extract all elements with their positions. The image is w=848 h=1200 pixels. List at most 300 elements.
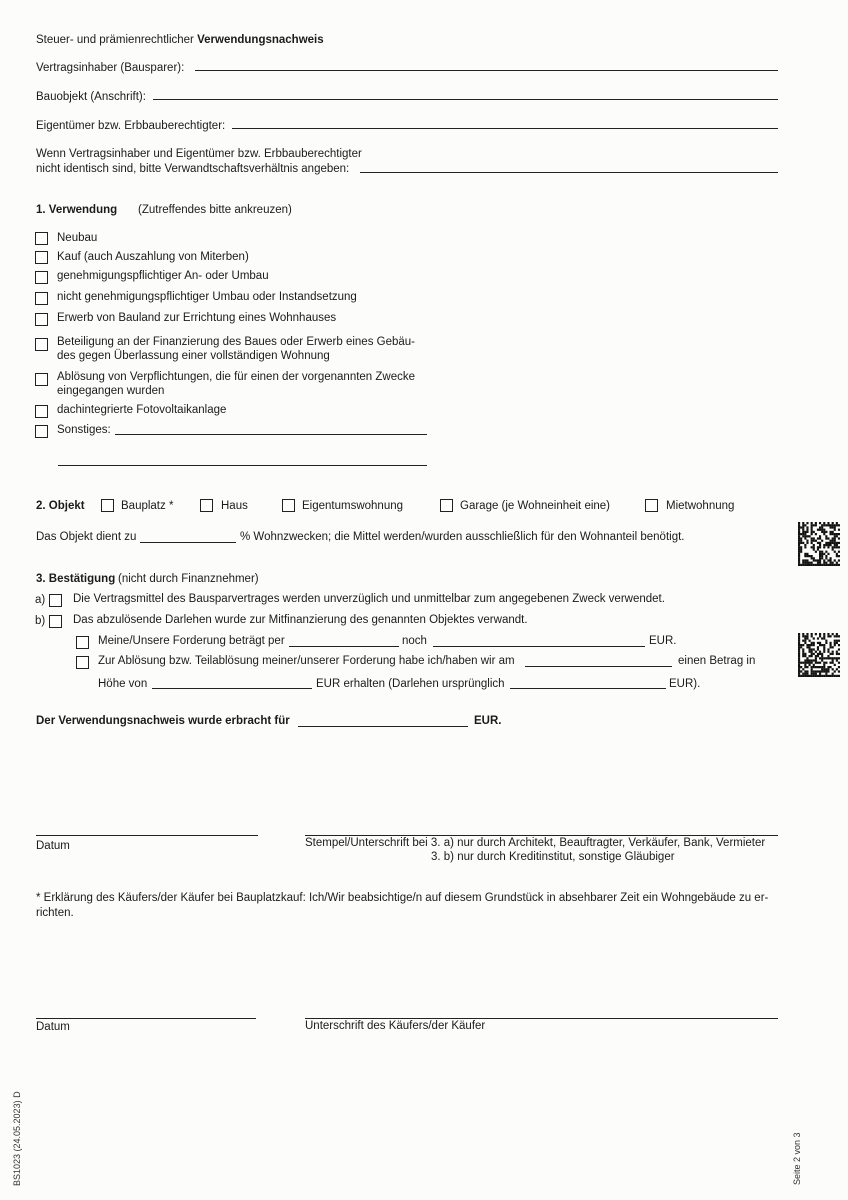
datamatrix-module (806, 522, 808, 524)
owner-field[interactable] (232, 115, 778, 129)
datamatrix-module (836, 642, 838, 644)
datamatrix-module (815, 670, 817, 672)
datamatrix-module (800, 548, 802, 550)
datamatrix-module (838, 524, 840, 526)
datamatrix-module (819, 553, 821, 555)
datamatrix-module (825, 668, 827, 670)
checkbox-eigentumswohnung[interactable] (282, 499, 295, 512)
datamatrix-module (809, 644, 811, 646)
datamatrix-module (817, 670, 819, 672)
datamatrix-module (800, 546, 802, 548)
holder-label: Vertragsinhaber (Bausparer): (36, 62, 185, 74)
datamatrix-module (811, 524, 813, 526)
checkbox-nicht-genehmigungspflichtiger-umbau[interactable] (35, 292, 48, 305)
datamatrix-module (819, 544, 821, 546)
datamatrix-module (836, 524, 838, 526)
datamatrix-module (815, 657, 817, 659)
datamatrix-module (832, 633, 834, 635)
claim-noch-label: noch (402, 635, 427, 647)
option-label-beteiligung-line1: Beteiligung an der Finanzierung des Baues oder Erwerb eines Gebäu- (57, 336, 415, 348)
datamatrix-module (836, 542, 838, 544)
datamatrix-module (798, 670, 800, 672)
datamatrix-module (798, 666, 800, 668)
datamatrix-module (830, 526, 832, 528)
datamatrix-module (811, 540, 813, 542)
datamatrix-module (838, 657, 840, 659)
datamatrix-module (798, 531, 800, 533)
datamatrix-module (827, 546, 829, 548)
datamatrix-module (800, 540, 802, 542)
datamatrix-module (813, 540, 815, 542)
datamatrix-module (802, 648, 804, 650)
datamatrix-module (819, 662, 821, 664)
datamatrix-module (834, 559, 836, 561)
datamatrix-module (813, 673, 815, 675)
checkbox-haus[interactable] (200, 499, 213, 512)
datamatrix-module (809, 555, 811, 557)
datamatrix-module (798, 668, 800, 670)
checkbox-genehmigungspflichtiger-umbau[interactable] (35, 271, 48, 284)
datamatrix-module (827, 553, 829, 555)
datamatrix-module (800, 564, 802, 566)
datamatrix-module (819, 651, 821, 653)
datamatrix-module (802, 662, 804, 664)
datamatrix-module (834, 546, 836, 548)
datamatrix-module (838, 648, 840, 650)
datamatrix-module (817, 646, 819, 648)
datamatrix-module (802, 526, 804, 528)
claim-currency: EUR. (649, 635, 677, 647)
datamatrix-module (821, 637, 823, 639)
datamatrix-module (825, 675, 827, 677)
datamatrix-module (804, 666, 806, 668)
datamatrix-module (804, 642, 806, 644)
datamatrix-module (809, 564, 811, 566)
datamatrix-module (813, 675, 815, 677)
datamatrix-module (821, 655, 823, 657)
proof-label: Der Verwendungsnachweis wurde erbracht für (36, 715, 290, 727)
datamatrix-module (821, 659, 823, 661)
stamp-signature-field[interactable] (305, 822, 778, 836)
datamatrix-module (811, 531, 813, 533)
datamatrix-module (832, 548, 834, 550)
datamatrix-module (825, 555, 827, 557)
datamatrix-module (817, 666, 819, 668)
checkbox-repayment[interactable] (76, 656, 89, 669)
datamatrix-module (832, 675, 834, 677)
datamatrix-module (798, 533, 800, 535)
object-label-eigentumswohnung: Eigentumswohnung (302, 500, 404, 512)
checkbox-erwerb-bauland[interactable] (35, 313, 48, 326)
datamatrix-module (800, 675, 802, 677)
footnote-line2: richten. (36, 907, 74, 919)
datamatrix-module (806, 562, 808, 564)
datamatrix-module (798, 633, 800, 635)
datamatrix-module (800, 644, 802, 646)
datamatrix-module (834, 640, 836, 642)
option-label-fotovoltaik: dachintegrierte Fotovoltaikanlage (57, 404, 227, 416)
datamatrix-module (817, 564, 819, 566)
datamatrix-module (830, 662, 832, 664)
datamatrix-module (804, 670, 806, 672)
datamatrix-module (802, 535, 804, 537)
datamatrix-module (821, 555, 823, 557)
datamatrix-module (806, 531, 808, 533)
datamatrix-module (823, 533, 825, 535)
datamatrix-module (798, 548, 800, 550)
datamatrix-module (821, 557, 823, 559)
datamatrix-module (827, 633, 829, 635)
confirmation-a-marker: a) (35, 594, 46, 606)
datamatrix-module (819, 535, 821, 537)
datamatrix-module (821, 666, 823, 668)
checkbox-beteiligung-finanzierung[interactable] (35, 338, 48, 351)
datamatrix-module (804, 562, 806, 564)
datamatrix-module (838, 555, 840, 557)
datamatrix-module (836, 535, 838, 537)
datamatrix-module (834, 537, 836, 539)
datamatrix-module (804, 544, 806, 546)
datamatrix-module (825, 640, 827, 642)
datamatrix-module (806, 553, 808, 555)
datamatrix-module (821, 668, 823, 670)
datamatrix-module (813, 546, 815, 548)
datamatrix-module (838, 551, 840, 553)
datamatrix-module (836, 533, 838, 535)
datamatrix-module (811, 651, 813, 653)
datamatrix-module (838, 653, 840, 655)
datamatrix-module (811, 653, 813, 655)
footnote-line1: * Erklärung des Käufers/der Käufer bei Bauplatzkauf: Ich/Wir beabsichtige/n auf diesem Grundstück in absehbarer Zeit ein Wohngebäude zu er- (36, 892, 769, 904)
datamatrix-module (819, 633, 821, 635)
datamatrix-module (811, 648, 813, 650)
datamatrix-module (815, 666, 817, 668)
datamatrix-module (834, 524, 836, 526)
datamatrix-module (813, 664, 815, 666)
datamatrix-module (838, 666, 840, 668)
datamatrix-module (838, 542, 840, 544)
datamatrix-module (806, 662, 808, 664)
object-label-bauplatz: Bauplatz * (121, 500, 174, 512)
datamatrix-module (827, 542, 829, 544)
datamatrix-module (830, 531, 832, 533)
object-label-mietwohnung: Mietwohnung (666, 500, 735, 512)
datamatrix-module (800, 542, 802, 544)
date-label-2: Datum (36, 1021, 70, 1033)
date-label-1: Datum (36, 840, 70, 852)
datamatrix-module (798, 542, 800, 544)
sonstiges-field-line1[interactable] (115, 421, 427, 435)
datamatrix-module (825, 551, 827, 553)
datamatrix-module (809, 651, 811, 653)
datamatrix-module (804, 659, 806, 661)
datamatrix-module (832, 646, 834, 648)
datamatrix-module (798, 524, 800, 526)
checkbox-bauplatz[interactable] (101, 499, 114, 512)
datamatrix-module (827, 522, 829, 524)
datamatrix-module (804, 537, 806, 539)
checkbox-neubau[interactable] (35, 232, 48, 245)
datamatrix-module (819, 542, 821, 544)
checkbox-claim[interactable] (76, 636, 89, 649)
datamatrix-module (811, 673, 813, 675)
datamatrix-module (823, 651, 825, 653)
repay-text: Zur Ablösung bzw. Teilablösung meiner/unserer Forderung habe ich/haben wir am (98, 655, 515, 667)
datamatrix-module (827, 648, 829, 650)
checkbox-confirmation-a[interactable] (49, 594, 62, 607)
datamatrix-module (832, 537, 834, 539)
datamatrix-module (817, 562, 819, 564)
datamatrix-module (806, 675, 808, 677)
datamatrix-module (825, 562, 827, 564)
datamatrix-module (809, 640, 811, 642)
datamatrix-module (798, 646, 800, 648)
datamatrix-module (834, 551, 836, 553)
datamatrix-module (817, 637, 819, 639)
claim-date-field[interactable] (289, 633, 399, 647)
usage-hint: (Zutreffendes bitte ankreuzen) (138, 204, 292, 216)
datamatrix-module (798, 657, 800, 659)
repay-suffix: einen Betrag in (678, 655, 756, 667)
property-field[interactable] (153, 86, 778, 100)
confirmation-heading: 3. Bestätigung (36, 573, 116, 585)
proof-amount-field[interactable] (298, 713, 468, 727)
checkbox-sonstiges[interactable] (35, 425, 48, 438)
datamatrix-module (813, 653, 815, 655)
datamatrix-module (821, 657, 823, 659)
datamatrix-module (815, 662, 817, 664)
datamatrix-module (806, 559, 808, 561)
datamatrix-module (823, 546, 825, 548)
datamatrix-module (802, 675, 804, 677)
repay-amount-suffix: EUR erhalten (Darlehen ursprünglich (316, 678, 505, 690)
datamatrix-module (836, 651, 838, 653)
datamatrix-module (830, 524, 832, 526)
option-label-beteiligung-line2: des gegen Überlassung einer vollständigen Wohnung (57, 350, 330, 362)
datamatrix-module (798, 555, 800, 557)
datamatrix-module (798, 675, 800, 677)
datamatrix-module (811, 533, 813, 535)
datamatrix-module (838, 529, 840, 531)
datamatrix-module (802, 651, 804, 653)
datamatrix-module (815, 564, 817, 566)
datamatrix-module (802, 562, 804, 564)
buyer-signature-field[interactable] (305, 1005, 778, 1019)
datamatrix-module (819, 642, 821, 644)
datamatrix-module (806, 673, 808, 675)
datamatrix-module (825, 670, 827, 672)
datamatrix-module (830, 564, 832, 566)
datamatrix-module (813, 637, 815, 639)
datamatrix-module (798, 546, 800, 548)
datamatrix-module (811, 546, 813, 548)
claim-amount-field[interactable] (433, 633, 645, 647)
checkbox-confirmation-b[interactable] (49, 615, 62, 628)
datamatrix-module (811, 522, 813, 524)
datamatrix-module (823, 635, 825, 637)
datamatrix-module (809, 535, 811, 537)
option-label-nicht-genehmigungspflichtiger-umbau: nicht genehmigungspflichtiger Umbau oder Instandsetzung (57, 291, 357, 303)
relationship-field[interactable] (360, 159, 778, 173)
datamatrix-module (798, 564, 800, 566)
form-code: BS1023 (24.05.2023) D (12, 1091, 22, 1186)
datamatrix-module (813, 524, 815, 526)
datamatrix-code-bottom (798, 633, 840, 677)
datamatrix-module (815, 533, 817, 535)
repay-amount-field[interactable] (152, 675, 312, 689)
datamatrix-module (819, 557, 821, 559)
datamatrix-module (811, 655, 813, 657)
datamatrix-module (819, 653, 821, 655)
datamatrix-module (834, 675, 836, 677)
datamatrix-module (832, 531, 834, 533)
datamatrix-module (832, 668, 834, 670)
datamatrix-module (832, 546, 834, 548)
datamatrix-module (832, 522, 834, 524)
datamatrix-module (817, 542, 819, 544)
datamatrix-module (823, 559, 825, 561)
datamatrix-module (798, 673, 800, 675)
datamatrix-module (806, 637, 808, 639)
datamatrix-module (809, 646, 811, 648)
datamatrix-module (813, 670, 815, 672)
confirmation-a-text: Die Vertragsmittel des Bausparvertrages werden unverzüglich und unmittelbar zum angegebenen Zweck verwendet. (73, 593, 665, 605)
datamatrix-module (834, 664, 836, 666)
datamatrix-module (834, 642, 836, 644)
datamatrix-module (815, 675, 817, 677)
checkbox-kauf[interactable] (35, 251, 48, 264)
checkbox-fotovoltaik[interactable] (35, 405, 48, 418)
datamatrix-module (830, 562, 832, 564)
datamatrix-module (827, 651, 829, 653)
datamatrix-module (802, 644, 804, 646)
datamatrix-module (800, 646, 802, 648)
datamatrix-module (811, 564, 813, 566)
datamatrix-module (802, 564, 804, 566)
checkbox-mietwohnung[interactable] (645, 499, 658, 512)
confirmation-b-text: Das abzulösende Darlehen wurde zur Mitfinanzierung des genannten Objektes verwandt. (73, 614, 528, 626)
datamatrix-module (819, 526, 821, 528)
datamatrix-module (798, 559, 800, 561)
datamatrix-module (804, 640, 806, 642)
datamatrix-module (819, 564, 821, 566)
datamatrix-module (832, 524, 834, 526)
datamatrix-module (836, 555, 838, 557)
datamatrix-module (802, 542, 804, 544)
datamatrix-module (823, 522, 825, 524)
date-field-1[interactable] (36, 822, 258, 836)
datamatrix-module (834, 635, 836, 637)
datamatrix-module (811, 555, 813, 557)
datamatrix-module (811, 670, 813, 672)
datamatrix-module (836, 633, 838, 635)
datamatrix-module (800, 666, 802, 668)
datamatrix-module (800, 526, 802, 528)
datamatrix-module (798, 651, 800, 653)
datamatrix-module (811, 662, 813, 664)
datamatrix-module (804, 637, 806, 639)
sonstiges-field-line2[interactable] (58, 452, 427, 466)
option-label-genehmigungspflichtiger-umbau: genehmigungspflichtiger An- oder Umbau (57, 270, 269, 282)
datamatrix-module (827, 635, 829, 637)
datamatrix-module (806, 666, 808, 668)
datamatrix-module (838, 662, 840, 664)
datamatrix-module (830, 657, 832, 659)
datamatrix-module (832, 564, 834, 566)
datamatrix-module (823, 668, 825, 670)
datamatrix-module (804, 559, 806, 561)
datamatrix-module (817, 655, 819, 657)
datamatrix-module (836, 546, 838, 548)
datamatrix-module (834, 529, 836, 531)
datamatrix-module (836, 657, 838, 659)
datamatrix-module (809, 562, 811, 564)
datamatrix-module (802, 640, 804, 642)
datamatrix-module (802, 533, 804, 535)
datamatrix-module (802, 668, 804, 670)
datamatrix-module (832, 533, 834, 535)
checkbox-garage[interactable] (440, 499, 453, 512)
datamatrix-module (798, 635, 800, 637)
datamatrix-module (800, 537, 802, 539)
stamp-label-line1: Stempel/Unterschrift bei 3. a) nur durch Architekt, Beauftragter, Verkäufer, Bank, Vermieter (305, 837, 766, 849)
datamatrix-module (834, 657, 836, 659)
datamatrix-module (821, 526, 823, 528)
datamatrix-module (806, 526, 808, 528)
datamatrix-module (836, 544, 838, 546)
holder-field[interactable] (195, 57, 778, 71)
datamatrix-module (815, 522, 817, 524)
datamatrix-module (811, 537, 813, 539)
option-label-abloesung-line2: eingegangen wurden (57, 385, 165, 397)
datamatrix-module (798, 637, 800, 639)
datamatrix-module (798, 640, 800, 642)
repay-date-field[interactable] (525, 653, 672, 667)
original-loan-suffix: EUR). (669, 678, 701, 690)
original-loan-field[interactable] (510, 675, 666, 689)
relationship-label-line1: Wenn Vertragsinhaber und Eigentümer bzw. Erbbauberechtigter (36, 148, 362, 160)
datamatrix-module (804, 535, 806, 537)
datamatrix-module (802, 673, 804, 675)
datamatrix-module (806, 542, 808, 544)
datamatrix-module (798, 537, 800, 539)
datamatrix-module (817, 546, 819, 548)
datamatrix-module (825, 657, 827, 659)
datamatrix-module (827, 666, 829, 668)
datamatrix-module (830, 666, 832, 668)
datamatrix-module (802, 633, 804, 635)
date-field-2[interactable] (36, 1005, 256, 1019)
page-number: Seite 2 von 3 (792, 1132, 802, 1185)
datamatrix-module (836, 668, 838, 670)
datamatrix-module (823, 666, 825, 668)
datamatrix-module (836, 635, 838, 637)
datamatrix-module (834, 535, 836, 537)
datamatrix-module (817, 548, 819, 550)
checkbox-abloesung-verpflichtungen[interactable] (35, 373, 48, 386)
datamatrix-module (811, 668, 813, 670)
datamatrix-module (800, 533, 802, 535)
datamatrix-module (836, 564, 838, 566)
datamatrix-module (838, 675, 840, 677)
purpose-percent-field[interactable] (140, 529, 236, 543)
datamatrix-module (815, 551, 817, 553)
datamatrix-module (800, 662, 802, 664)
datamatrix-module (832, 542, 834, 544)
datamatrix-module (827, 655, 829, 657)
datamatrix-module (815, 659, 817, 661)
datamatrix-module (832, 673, 834, 675)
